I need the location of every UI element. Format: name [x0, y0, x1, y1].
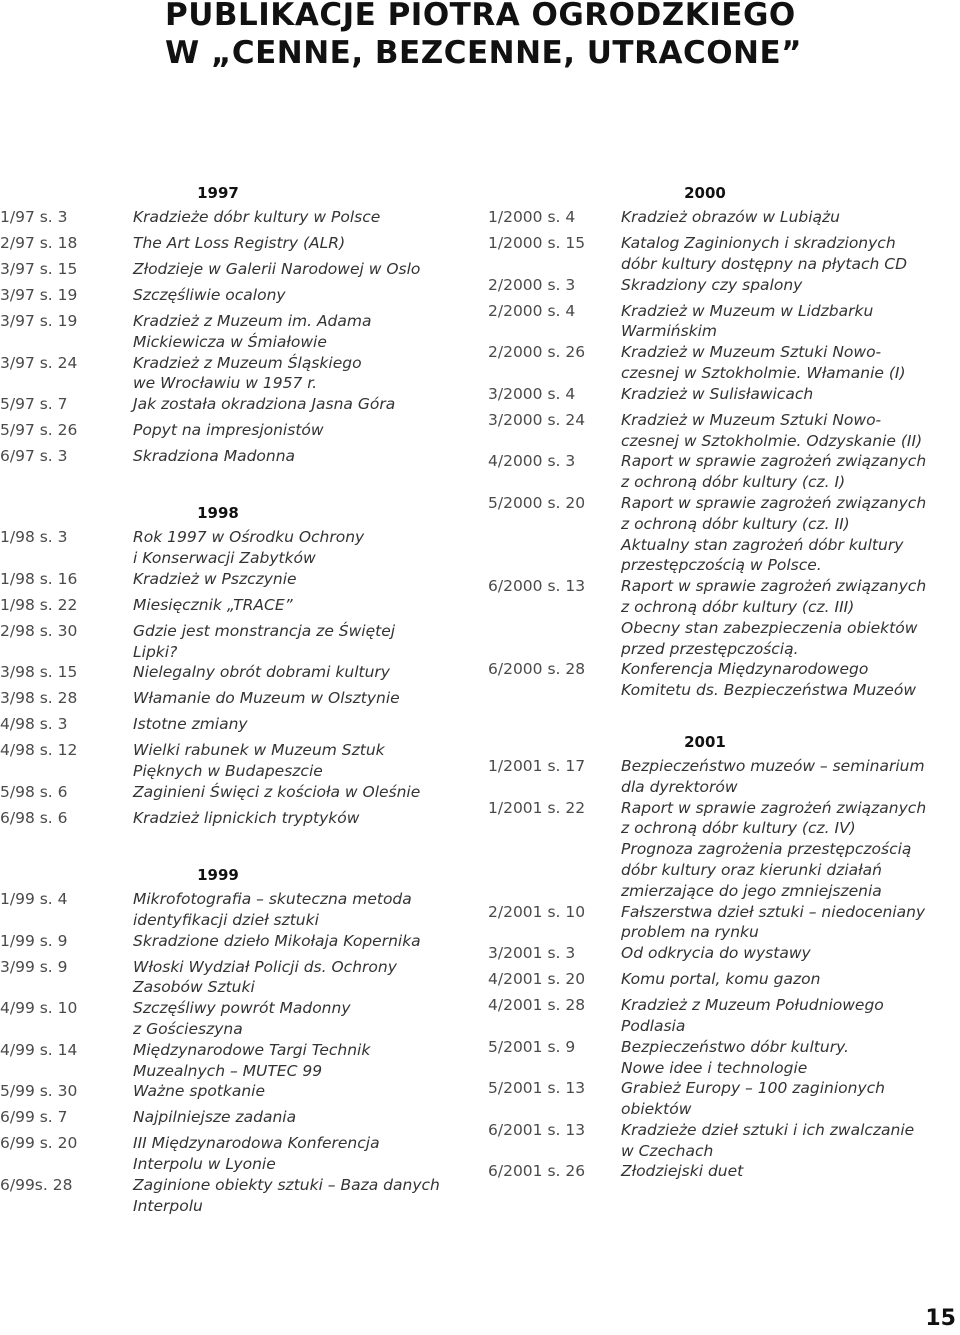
- article-title: Gdzie jest monstrancja ze Świętej Lipki?: [133, 621, 396, 661]
- article-title: Kradzież w Sulisławicach: [621, 384, 814, 403]
- issue-reference: 1/2001 s. 17: [488, 756, 586, 775]
- issue-reference: 3/99 s. 9: [0, 957, 68, 976]
- article-title: Zaginieni Święci z kościoła w Oleśnie: [133, 782, 421, 801]
- article-title: Nielegalny obrót dobrami kultury: [133, 663, 390, 682]
- publication-entry: [0, 662, 470, 688]
- article-title: The Art Loss Registry (ALR): [133, 234, 346, 252]
- issue-reference: 3/97 s. 15: [0, 260, 78, 278]
- article-title: Wielki rabunek w Muzeum Sztuk Pięknych w Budapeszcie: [133, 741, 385, 781]
- issue-reference: 1/2000 s. 4: [488, 208, 576, 226]
- issue-reference: 2/2001 s. 10: [488, 902, 586, 921]
- issue-reference: 4/2000 s. 3: [488, 452, 576, 471]
- publication-entry: [0, 1107, 470, 1133]
- issue-reference: 5/97 s. 26: [0, 421, 78, 440]
- article-title: Kradzież w Muzeum Sztuki Nowo- czesnej w Sztokholmie. Odzyskanie (II): [621, 410, 923, 450]
- issue-reference: 6/99 s. 20: [0, 1134, 78, 1153]
- right-column: [488, 180, 960, 1187]
- publication-entry: [488, 342, 960, 384]
- issue-reference: 1/99 s. 9: [0, 931, 68, 950]
- section-gap: [488, 701, 960, 729]
- issue-reference: 2/2000 s. 3: [488, 275, 576, 294]
- issue-reference: 1/2000 s. 15: [488, 234, 586, 252]
- issue-reference: 4/98 s. 12: [0, 741, 78, 760]
- publication-entry: [0, 259, 470, 285]
- article-title: Raport w sprawie zagrożeń związanych z ochroną dóbr kultury (cz. I): [621, 452, 927, 492]
- article-title: Kradzież z Muzeum im. Adama Mickiewicza w Śmiałowie: [133, 312, 372, 351]
- article-title: Kradzieże dóbr kultury w Polsce: [133, 208, 381, 226]
- issue-reference: 2/97 s. 18: [0, 234, 78, 252]
- article-title: Bezpieczeństwo dóbr kultury. Nowe idee i technologie: [621, 1037, 849, 1077]
- publication-entry: [488, 969, 960, 995]
- left-column: [0, 180, 470, 1217]
- article-title: Szczęśliwie ocalony: [133, 286, 286, 304]
- issue-reference: 6/2000 s. 13: [488, 577, 586, 596]
- article-title: Jak została okradziona Jasna Góra: [133, 395, 396, 414]
- publication-entry: [488, 1120, 960, 1162]
- issue-reference: 6/2001 s. 13: [488, 1120, 586, 1139]
- article-title: Skradziony czy spalony: [621, 275, 803, 294]
- publication-entry: [0, 595, 470, 621]
- issue-reference: 5/2001 s. 13: [488, 1079, 586, 1098]
- article-title: Grabież Europy – 100 zaginionych obiektów: [621, 1079, 885, 1119]
- section-gap: [0, 834, 470, 862]
- issue-reference: 1/98 s. 16: [0, 569, 78, 588]
- article-title: Katalog Zaginionych i skradzionych dóbr kultury dostępny na płytach CD: [621, 234, 908, 273]
- issue-reference: 6/98 s. 6: [0, 808, 68, 827]
- article-title: Skradziona Madonna: [133, 447, 296, 466]
- issue-reference: 1/2001 s. 22: [488, 798, 586, 817]
- article-title: III Międzynarodowa Konferencja Interpolu w Lyonie: [133, 1134, 380, 1174]
- publication-entry: [488, 410, 960, 452]
- article-title: Złodzieje w Galerii Narodowej w Oslo: [133, 260, 421, 278]
- publication-entry: [488, 1161, 960, 1187]
- publication-entry: [0, 714, 470, 740]
- issue-reference: 4/2001 s. 28: [488, 996, 586, 1015]
- publication-entry: [0, 353, 470, 395]
- issue-reference: 3/97 s. 24: [0, 353, 78, 372]
- publication-entry: [0, 527, 470, 569]
- publication-entry: [488, 1037, 960, 1079]
- article-title: Włoski Wydział Policji ds. Ochrony Zasobów Sztuki: [133, 957, 397, 997]
- publication-entry: [488, 301, 960, 343]
- year-heading-label: 1998: [197, 504, 239, 523]
- publication-entry: [0, 420, 470, 446]
- article-title: Kradzież w Muzeum w Lidzbarku Warmińskim: [621, 301, 874, 341]
- issue-reference: 1/98 s. 3: [0, 528, 68, 547]
- year-heading-label: 2001: [684, 732, 726, 751]
- issue-reference: 6/2001 s. 26: [488, 1162, 586, 1181]
- issue-reference: 5/2000 s. 20: [488, 493, 586, 512]
- issue-reference: 5/97 s. 7: [0, 395, 68, 414]
- issue-reference: 3/2000 s. 24: [488, 410, 586, 429]
- publication-entry: [0, 1040, 470, 1082]
- article-title: Bezpieczeństwo muzeów – seminarium dla dyrektorów: [621, 756, 925, 796]
- publication-entry: [488, 275, 960, 301]
- issue-reference: 4/98 s. 3: [0, 715, 68, 734]
- article-title: Miesięcznik „TRACE”: [133, 595, 293, 614]
- publication-entry: [488, 1078, 960, 1120]
- article-title: Zaginione obiekty sztuki – Baza danych Interpolu: [133, 1175, 440, 1215]
- publication-entry: [0, 998, 470, 1040]
- article-title: Rok 1997 w Ośrodku Ochrony i Konserwacji Zabytków: [133, 528, 365, 567]
- issue-reference: 6/99 s. 7: [0, 1108, 68, 1127]
- article-title: Raport w sprawie zagrożeń związanych z ochroną dóbr kultury (cz. IV) Prognoza zagrożenia przestępczością dóbr kultury oraz kierunki działań zmierzające do jego zmniejszenia: [621, 798, 927, 900]
- article-title: Międzynarodowe Targi Technik Muzealnych – MUTEC 99: [133, 1040, 371, 1080]
- publication-entry: [0, 808, 470, 834]
- publication-entry: [488, 943, 960, 969]
- publication-entry: [0, 1133, 470, 1175]
- issue-reference: 5/98 s. 6: [0, 782, 68, 801]
- article-title: Złodziejski duet: [621, 1162, 744, 1181]
- publication-entry: [488, 659, 960, 701]
- publication-entry: [0, 688, 470, 714]
- issue-reference: 2/98 s. 30: [0, 621, 78, 640]
- publication-entry: [488, 384, 960, 410]
- article-title: Skradzione dzieło Mikołaja Kopernika: [133, 931, 421, 950]
- year-heading-label: 2000: [684, 184, 726, 202]
- issue-reference: 6/2000 s. 28: [488, 660, 586, 679]
- publication-entry: [488, 902, 960, 944]
- article-title: Raport w sprawie zagrożeń związanych z ochroną dóbr kultury (cz. II) Aktualny stan zagrożeń dóbr kultury przestępczością w Polsce.: [621, 493, 927, 575]
- article-title: Kradzieże dzieł sztuki i ich zwalczanie w Czechach: [621, 1120, 915, 1160]
- issue-reference: 3/98 s. 28: [0, 689, 78, 708]
- year-heading-label: 1999: [197, 865, 239, 884]
- publication-entry: [0, 446, 470, 472]
- article-title: Komu portal, komu gazon: [621, 970, 821, 989]
- publication-entry: [0, 394, 470, 420]
- issue-reference: 3/2001 s. 3: [488, 944, 576, 963]
- publication-entry: [0, 1081, 470, 1107]
- article-title: Ważne spotkanie: [133, 1082, 266, 1101]
- issue-reference: 6/97 s. 3: [0, 447, 68, 466]
- publication-entry: [488, 233, 960, 275]
- page-title-line-1: PUBLIKACJE PIOTRA OGRODZKIEGO: [165, 0, 796, 33]
- article-title: Kradzież z Muzeum Śląskiego we Wrocławiu w 1957 r.: [133, 353, 362, 393]
- issue-reference: 1/97 s. 3: [0, 208, 68, 226]
- article-title: Kradzież w Muzeum Sztuki Nowo- czesnej w Sztokholmie. Włamanie (I): [621, 343, 906, 382]
- article-title: Szczęśliwy powrót Madonny z Gościeszyna: [133, 999, 351, 1038]
- issue-reference: 4/99 s. 14: [0, 1040, 78, 1059]
- publication-entry: [488, 576, 960, 659]
- article-title: Kradzież lipnickich tryptyków: [133, 808, 360, 827]
- article-title: Raport w sprawie zagrożeń związanych z ochroną dóbr kultury (cz. III) Obecny stan zabezpieczenia obiektów przed przestępczością.: [621, 577, 927, 658]
- issue-reference: 3/2000 s. 4: [488, 384, 576, 403]
- article-title: Od odkrycia do wystawy: [621, 944, 811, 963]
- publication-entry: [488, 756, 960, 798]
- issue-reference: 2/2000 s. 26: [488, 343, 586, 362]
- publication-entry: [0, 782, 470, 808]
- article-title: Popyt na impresjonistów: [133, 421, 324, 440]
- publication-entry: [0, 931, 470, 957]
- publication-entry: [488, 995, 960, 1037]
- article-title: Konferencja Międzynarodowego Komitetu ds. Bezpieczeństwa Muzeów: [621, 660, 916, 700]
- section-gap: [0, 472, 470, 500]
- publication-entry: [488, 493, 960, 576]
- issue-reference: 1/99 s. 4: [0, 889, 68, 908]
- article-title: Istotne zmiany: [133, 715, 248, 734]
- article-title: Kradzież w Pszczynie: [133, 569, 297, 588]
- publication-entry: [0, 569, 470, 595]
- publication-entry: [488, 798, 960, 902]
- page-number: 15: [925, 1306, 956, 1331]
- article-title: Kradzież z Muzeum Południowego Podlasia: [621, 996, 884, 1035]
- article-title: Kradzież obrazów w Lubiążu: [621, 208, 840, 226]
- issue-reference: 6/99s. 28: [0, 1175, 73, 1194]
- publication-entry: [0, 889, 470, 931]
- issue-reference: 5/2001 s. 9: [488, 1037, 576, 1056]
- publication-entry: [0, 207, 470, 233]
- issue-reference: 1/98 s. 22: [0, 595, 78, 614]
- page-title: [165, 0, 802, 72]
- article-title: Włamanie do Muzeum w Olsztynie: [133, 689, 400, 708]
- publication-entry: [0, 1175, 470, 1217]
- article-title: Fałszerstwa dzieł sztuki – niedoceniany problem na rynku: [621, 902, 926, 942]
- publication-entry: [0, 957, 470, 999]
- issue-reference: 4/2001 s. 20: [488, 970, 586, 989]
- publication-entry: [488, 207, 960, 233]
- page-title-line-2: W „CENNE, BEZCENNE, UTRACONE”: [165, 35, 803, 71]
- issue-reference: 3/98 s. 15: [0, 663, 78, 682]
- issue-reference: 4/99 s. 10: [0, 999, 78, 1018]
- article-title: Najpilniejsze zadania: [133, 1108, 297, 1127]
- issue-reference: 3/97 s. 19: [0, 312, 78, 330]
- issue-reference: 2/2000 s. 4: [488, 301, 576, 320]
- publication-entry: [0, 285, 470, 311]
- publication-entry: [0, 233, 470, 259]
- publication-entry: [0, 740, 470, 782]
- article-title: Mikrofotografia – skuteczna metoda identyfikacji dzieł sztuki: [133, 889, 412, 929]
- publication-entry: [0, 311, 470, 353]
- issue-reference: 3/97 s. 19: [0, 286, 78, 304]
- year-heading-label: 1997: [197, 184, 239, 202]
- publication-entry: [488, 451, 960, 493]
- issue-reference: 5/99 s. 30: [0, 1082, 78, 1101]
- publication-entry: [0, 621, 470, 663]
